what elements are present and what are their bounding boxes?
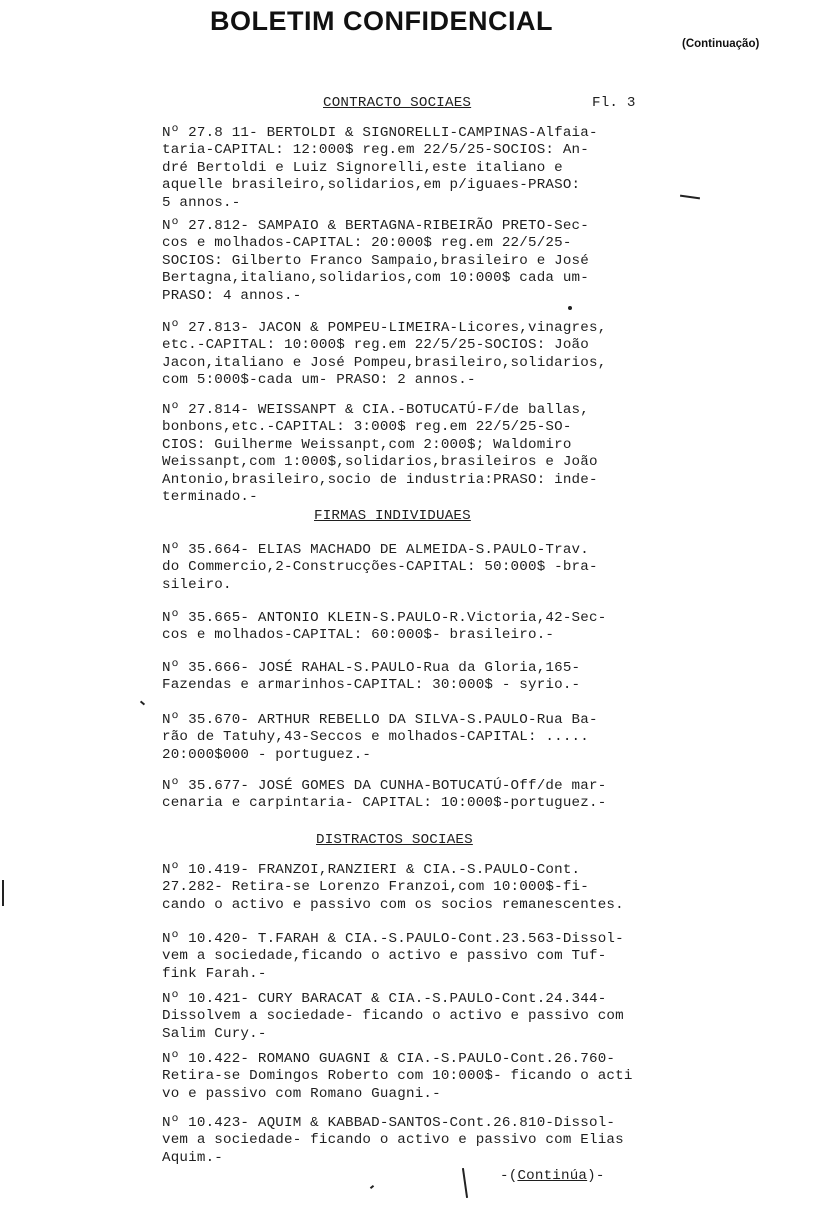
entry-line: Weissanpt,com 1:000$,solidarios,brasileiros e João bbox=[162, 454, 598, 471]
firm-entry bbox=[162, 542, 692, 594]
entry-line: Nº 10.421- CURY BARACAT & CIA.-S.PAULO-Cont.24.344- bbox=[162, 991, 607, 1007]
entry-line: cando o activo e passivo com os socios remanescentes. bbox=[162, 896, 624, 913]
footer-suffix: )- bbox=[587, 1168, 605, 1184]
document-title: BOLETIM CONFIDENCIAL bbox=[210, 6, 553, 36]
entry-line: Nº 35.670- ARTHUR REBELLO DA SILVA-S.PAULO-Rua Ba- bbox=[162, 712, 598, 728]
contract-entry bbox=[162, 218, 692, 305]
entry-line: fink Farah.- bbox=[162, 965, 267, 982]
entry-line: Nº 35.665- ANTONIO KLEIN-S.PAULO-R.Victoria,42-Sec- bbox=[162, 610, 607, 626]
entry-line: Salim Cury.- bbox=[162, 1025, 267, 1042]
entry-line: Aquim.- bbox=[162, 1149, 223, 1166]
scan-speck bbox=[568, 306, 572, 310]
entry-line: Nº 10.419- FRANZOI,RANZIERI & CIA.-S.PAULO-Cont. bbox=[162, 862, 581, 878]
entry-line: etc.-CAPITAL: 10:000$ reg.em 22/5/25-SOCIOS: João bbox=[162, 337, 589, 354]
entry-line: rão de Tatuhy,43-Seccos e molhados-CAPITAL: ..... bbox=[162, 729, 589, 746]
footer-prefix: -( bbox=[500, 1168, 518, 1184]
entry-line: sileiro. bbox=[162, 576, 232, 593]
entry-line: aquelle brasileiro,solidarios,em p/iguaes-PRASO: bbox=[162, 177, 581, 194]
contract-entry bbox=[162, 125, 692, 212]
entry-line: 27.282- Retira-se Lorenzo Franzoi,com 10:000$-fi- bbox=[162, 879, 589, 896]
entry-line: Fazendas e armarinhos-CAPITAL: 30:000$ - syrio.- bbox=[162, 677, 581, 694]
firm-entry bbox=[162, 660, 692, 695]
handwritten-mark bbox=[462, 1168, 468, 1198]
firm-entry bbox=[162, 778, 692, 813]
entry-line: PRASO: 4 annos.- bbox=[162, 287, 302, 304]
page-number: Fl. 3 bbox=[592, 95, 636, 111]
entry-line: Jacon,italiano e José Pompeu,brasileiro,solidarios, bbox=[162, 354, 607, 371]
scan-edge-mark bbox=[2, 880, 4, 906]
entry-line: Dissolvem a sociedade- ficando o activo e passivo com bbox=[162, 1008, 624, 1025]
scan-speck bbox=[140, 701, 145, 706]
entry-line: SOCIOS: Gilberto Franco Sampaio,brasileiro e José bbox=[162, 252, 589, 269]
continuation-label: (Continuação) bbox=[682, 38, 760, 50]
entry-line: Nº 35.666- JOSÉ RAHAL-S.PAULO-Rua da Gloria,165- bbox=[162, 660, 581, 676]
dissolution-entry bbox=[162, 991, 692, 1043]
entry-line: Antonio,brasileiro,socio de industria:PRASO: inde- bbox=[162, 471, 598, 488]
entry-line: dré Bertoldi e Luiz Signorelli,este italiano e bbox=[162, 159, 563, 176]
continua-footer bbox=[500, 1168, 605, 1184]
entry-line: 5 annos.- bbox=[162, 194, 241, 211]
entry-line: Nº 27.812- SAMPAIO & BERTAGNA-RIBEIRÃO PRETO-Sec- bbox=[162, 218, 589, 234]
entry-line: Nº 27.814- WEISSANPT & CIA.-BOTUCATÚ-F/de ballas, bbox=[162, 402, 589, 418]
entry-line: cos e molhados-CAPITAL: 60:000$- brasileiro.- bbox=[162, 627, 555, 644]
footer-continua-label: Continúa bbox=[517, 1168, 588, 1184]
dissolution-entry bbox=[162, 931, 692, 983]
firm-entry bbox=[162, 610, 692, 645]
entry-line: Nº 10.420- T.FARAH & CIA.-S.PAULO-Cont.23.563-Dissol- bbox=[162, 931, 624, 947]
entry-line: bonbons,etc.-CAPITAL: 3:000$ reg.em 22/5/25-SO- bbox=[162, 419, 572, 436]
entry-line: Nº 35.664- ELIAS MACHADO DE ALMEIDA-S.PAULO-Trav. bbox=[162, 542, 589, 558]
entry-line: terminado.- bbox=[162, 489, 258, 506]
entry-line: Nº 27.813- JACON & POMPEU-LIMEIRA-Licores,vinagres, bbox=[162, 320, 607, 336]
entry-line: CIOS: Guilherme Weissanpt,com 2:000$; Waldomiro bbox=[162, 436, 572, 453]
section-title-firmas: FIRMAS INDIVIDUAES bbox=[314, 508, 471, 524]
section-title-contractos: CONTRACTO SOCIAES bbox=[323, 95, 472, 111]
entry-line: Nº 35.677- JOSÉ GOMES DA CUNHA-BOTUCATÚ-Off/de mar- bbox=[162, 778, 607, 794]
section-title-distractos: DISTRACTOS SOCIAES bbox=[316, 832, 473, 848]
firm-entry bbox=[162, 712, 692, 764]
entry-line: vo e passivo com Romano Guagni.- bbox=[162, 1085, 441, 1102]
entry-line: Nº 27.8 11- BERTOLDI & SIGNORELLI-CAMPINAS-Alfaia- bbox=[162, 125, 598, 141]
contract-entry bbox=[162, 320, 692, 390]
entry-line: vem a sociedade- ficando o activo e passivo com Elias bbox=[162, 1132, 624, 1149]
entry-line: vem a sociedade,ficando o activo e passivo com Tuf- bbox=[162, 948, 607, 965]
entry-line: Retira-se Domingos Roberto com 10:000$- ficando o acti bbox=[162, 1068, 633, 1085]
entry-line: cos e molhados-CAPITAL: 20:000$ reg.em 22/5/25- bbox=[162, 235, 572, 252]
entry-line: 20:000$000 - portuguez.- bbox=[162, 746, 372, 763]
entry-line: Bertagna,italiano,solidarios,com 10:000$ cada um- bbox=[162, 270, 589, 287]
entry-line: com 5:000$-cada um- PRASO: 2 annos.- bbox=[162, 372, 476, 389]
entry-line: taria-CAPITAL: 12:000$ reg.em 22/5/25-SOCIOS: An- bbox=[162, 142, 589, 159]
entry-line: cenaria e carpintaria- CAPITAL: 10:000$-portuguez.- bbox=[162, 795, 607, 812]
entry-line: Nº 10.422- ROMANO GUAGNI & CIA.-S.PAULO-Cont.26.760- bbox=[162, 1051, 616, 1067]
contract-entry bbox=[162, 402, 692, 506]
entry-line: Nº 10.423- AQUIM & KABBAD-SANTOS-Cont.26.810-Dissol- bbox=[162, 1115, 616, 1131]
entry-line: do Commercio,2-Construcções-CAPITAL: 50:000$ -bra- bbox=[162, 559, 598, 576]
dissolution-entry bbox=[162, 1051, 692, 1103]
dissolution-entry bbox=[162, 862, 692, 914]
dissolution-entry bbox=[162, 1115, 692, 1167]
scan-speck bbox=[370, 1185, 374, 1189]
